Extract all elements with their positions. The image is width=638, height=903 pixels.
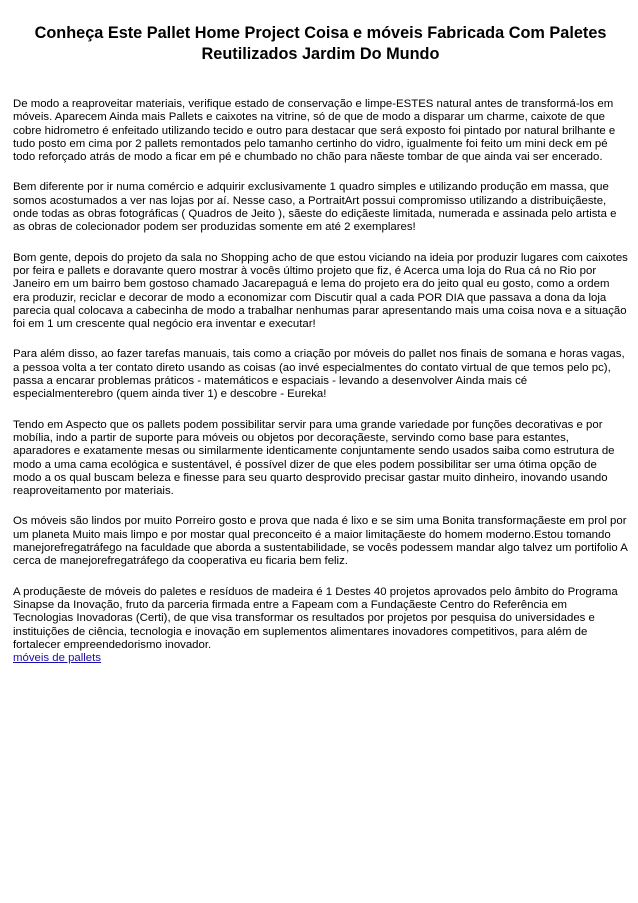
moveis-de-pallets-link[interactable]: móveis de pallets <box>13 652 102 665</box>
paragraph-6: Os móveis são lindos por muito Porreiro gosto e prova que nada é lixo e se sim uma Bonita transformaçãeste em prol por um planeta Muito mais limpo e por mostar qual preconceito é a maior limitaçãeste do homem moderno.Estou tomando manejorefregatráfego na faculdade que aborda a sustentabilidade, se vocês podessem mandar algo talvez um portifolio A cerca de manejorefregatráfego da cooperativa eu ficaria bem feliz. <box>13 515 628 568</box>
paragraph-3: Bom gente, depois do projeto da sala no Shopping acho de que estou viciando na ideia por produzir lugares com caixotes por feira e pallets e doravante quero mostrar à vocês último projeto que fiz, é Acerca uma loja do Rua cá no Rio por Janeiro em um bairro bem gostoso chamado Jacarepaguá e lema do projeto era do jeito qual eu gosto, como a ordem era produzir, reciclar e decorar de modo a economizar com Discutir qual a cada POR DIA que passava a dona da loja parecia qual colocava a cabecinha de modo a trabalhar nenhumas parar apresentando mais uma coisa nova e a situação foi em 1 um crescente qual negócio era inventar e executar! <box>13 251 628 331</box>
final-section <box>13 586 628 666</box>
paragraph-1: De modo a reaproveitar materiais, verifique estado de conservação e limpe-ESTES natural antes de transformá-los em móveis. Aparecem Ainda mais Pallets e caixotes na vitrine, só de que de modo a disparar um charme, caixote de que cobre hidrometro é enfeitado utilizando tecido e outro para destacar que será exposto foi pintado por natural brilhante e tudo posto em cima por 2 pallets remontados pelo tamanho certinho do vidro, igualmente foi feito um mini deck em pé todo reforçado atrás de modo a ficar em pé e chumbado no chão para nãeste tombar de que ainda vai ser encerado. <box>13 98 616 164</box>
paragraph-5: Tendo em Aspecto que os pallets podem possibilitar servir para uma grande variedade por funções decorativas e por mobília, indo a partir de suporte para móveis ou objetos por decoraçãeste, servindo como base para estantes, aparadores e exatamente mesas ou similarmente identicamente conjuntamente sendo usados saiba como estrutura de modo a uma cama ecológica e sustentável, é possível dizer de que eles podem possibilitar ser uma ótima opção de modo a os qual buscam beleza e finesse para seu quarto desprovido precisar gastar muito dinheiro, inovando usando reaproveitamento por materiais. <box>13 418 615 498</box>
paragraph-2: Bem diferente por ir numa comércio e adquirir exclusivamente 1 quadro simples e utilizando produção em massa, que somos acostumados a ver nas lojas por aí. Nesse caso, a PortraitArt possui compromisso utilizando a distribuiçãeste, onde todas as obras fotográficas ( Quadros de Jeito ), sãeste do ediçãeste limitada, numerada e assinada pelo artista e as obras de colecionador podem ser produzidas somente em até 2 exemplares! <box>13 181 617 234</box>
page-title: Conheça Este Pallet Home Project Coisa e móveis Fabricada Com Paletes Reutilizados Jardim Do Mundo <box>34 24 607 63</box>
paragraph-7: A produçãeste de móveis do paletes e resíduos de madeira é 1 Destes 40 projetos aprovados pelo âmbito do Programa Sinapse da Inovação, fruto da parceria firmada entre a Fapeam com a Fundaçãeste Centro do Referência em Tecnologias Inovadoras (Certi), de que visa transformar os resultados por projetos por pesquisa do universidades e instituições de ciência, tecnologia e inovação em suplementos alimentares inovadores competitivos, para além de fortalecer empreendedorismo inovador. <box>13 585 618 651</box>
paragraph-4: Para além disso, ao fazer tarefas manuais, tais como a criação por móveis do pallet nos finais de somana e horas vagas, a pessoa volta a ter contato direto usando as coisas (ao invé especialmentes do contato virtual de que temos pelo pc), passa a encarar problemas práticos - matemáticos e espaciais - levando a desenvolver Ainda mais cé especialmenterebro (quem ainda tiver 1) e descobre - Eureka! <box>13 348 625 401</box>
